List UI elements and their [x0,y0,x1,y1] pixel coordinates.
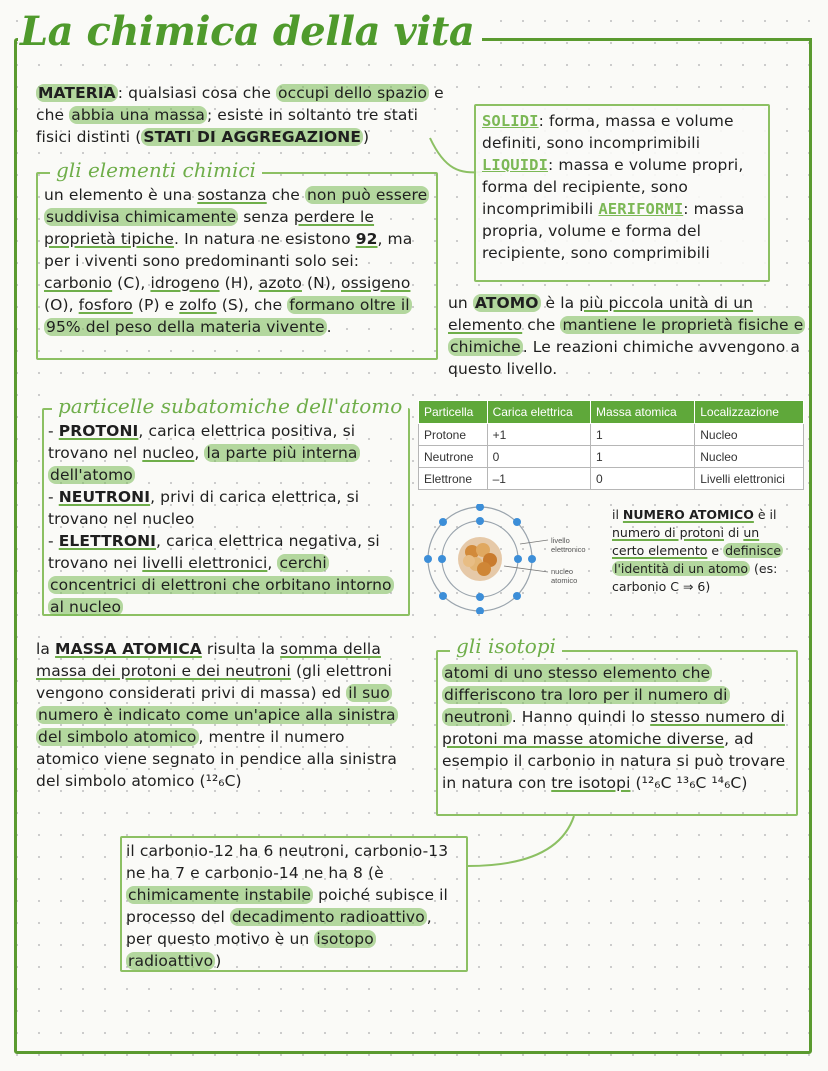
table-header: Carica elettrica [487,401,590,424]
table-cell: +1 [487,424,590,446]
table-row [419,468,804,490]
aeriformi-term: AERIFORMI [598,200,684,218]
atomo-paragraph: un ATOMO è la più piccola unità di un elemento che mantiene le proprietà fisiche e chimiche . Le reazioni chimiche avvengono a questo livello. [448,294,804,378]
table-row [419,446,804,468]
table-cell: 0 [591,468,695,490]
table-cell: Nucleo [695,446,804,468]
table-header: Massa atomica [591,401,695,424]
materia-term: MATERIA [38,84,116,102]
label-livello-elettronico: livello elettronico [551,536,586,554]
stati-box: SOLIDI: forma, massa e volume definiti, sono incomprimibili LIQUIDI: massa e volume propri, forma del recipiente, sono incomprimibili AERIFORMI: massa propria, volume e forma del recipiente, sono comprimibili [474,104,770,282]
elettroni-item: - ELETTRONI, carica elettrica negativa, si trovano nei livelli elettronici, cerchi concentrici di elettroni che orbitano intorno al nucleo [48,532,392,616]
elementi-title: gli elementi chimici [50,158,262,182]
label-nucleo-atomico: nucleo atomico [551,567,578,585]
table-cell: Livelli elettronici [695,468,804,490]
solidi-term: SOLIDI [482,112,539,130]
table-cell: Nucleo [695,424,804,446]
isotopi-connector [462,812,592,872]
table-cell: Protone [419,424,488,446]
particles-table [418,400,804,490]
elementi-box: un elemento è una sostanza che non può essere suddivisa chimicamente senza perdere le proprietà tipiche. In natura ne esistono 92, ma per i viventi sono predominanti solo sei: carbonio (C), idrogeno (H), azoto (N), ossigeno (O), fosforo (P) e zolfo (S), che formano oltre il 95% del peso della materia vivente . [36,172,438,360]
protoni-item: - PROTONI, carica elettrica positiva, si trovano nel nucleo, la parte più interna dell'atomo [48,422,358,484]
table-cell: Neutrone [419,446,488,468]
table-header: Localizzazione [695,401,804,424]
numero-atomico-paragraph: il NUMERO ATOMICO è il numero di protoni di un certo elemento e definisce l'identità di un atomo (es: carbonio C ⇒ 6) [612,507,782,594]
table-header: Particella [419,401,488,424]
materia-paragraph: MATERIA : qualsiasi cosa che occupi dello spazio e che abbia una massa ; esiste in soltanto tre stati fisici distinti ( STATI DI AGGREGAZIONE ) [36,84,444,146]
table-cell: –1 [487,468,590,490]
table-cell: 1 [591,446,695,468]
table-row [419,424,804,446]
liquidi-term: LIQUIDI [482,156,549,174]
isotopi-title: gli isotopi [450,634,562,658]
particelle-box [42,408,410,616]
isotopi-box: atomi di uno stesso elemento che differiscono tra loro per il numero di neutroni . Hanno quindi lo stesso numero di protoni ma masse atomiche diverse, ad esempio il carbonio in natura si può trovare in natura con tre isotopi (¹²₆C ¹³₆C ¹⁴₆C) [436,650,798,816]
atom-diagram [420,504,550,614]
table-cell: 0 [487,446,590,468]
neutroni-item: - NEUTRONI, privi di carica elettrica, si trovano nel nucleo [48,488,360,528]
table-header-row [419,401,804,424]
particelle-title: particelle subatomiche dell'atomo [52,394,408,418]
carbonio-box: il carbonio-12 ha 6 neutroni, carbonio-13 ne ha 7 e carbonio-14 ne ha 8 (è chimicamente instabile poiché subisce il processo del decadimento radioattivo , per questo motivo è un isotopo radioattivo ) [120,836,468,972]
table-cell: Elettrone [419,468,488,490]
table-cell: 1 [591,424,695,446]
page-title: La chimica della vita [18,8,482,55]
massa-atomica-paragraph: la MASSA ATOMICA risulta la somma della massa dei protoni e dei neutroni (gli elettroni vengono considerati privi di massa) ed il suo numero è indicato come un'apice alla sinistra del simbolo atomico , mentre il numero atomico viene segnato in pendice alla sinistra del simbolo atomico (¹²₆C) [36,640,398,790]
